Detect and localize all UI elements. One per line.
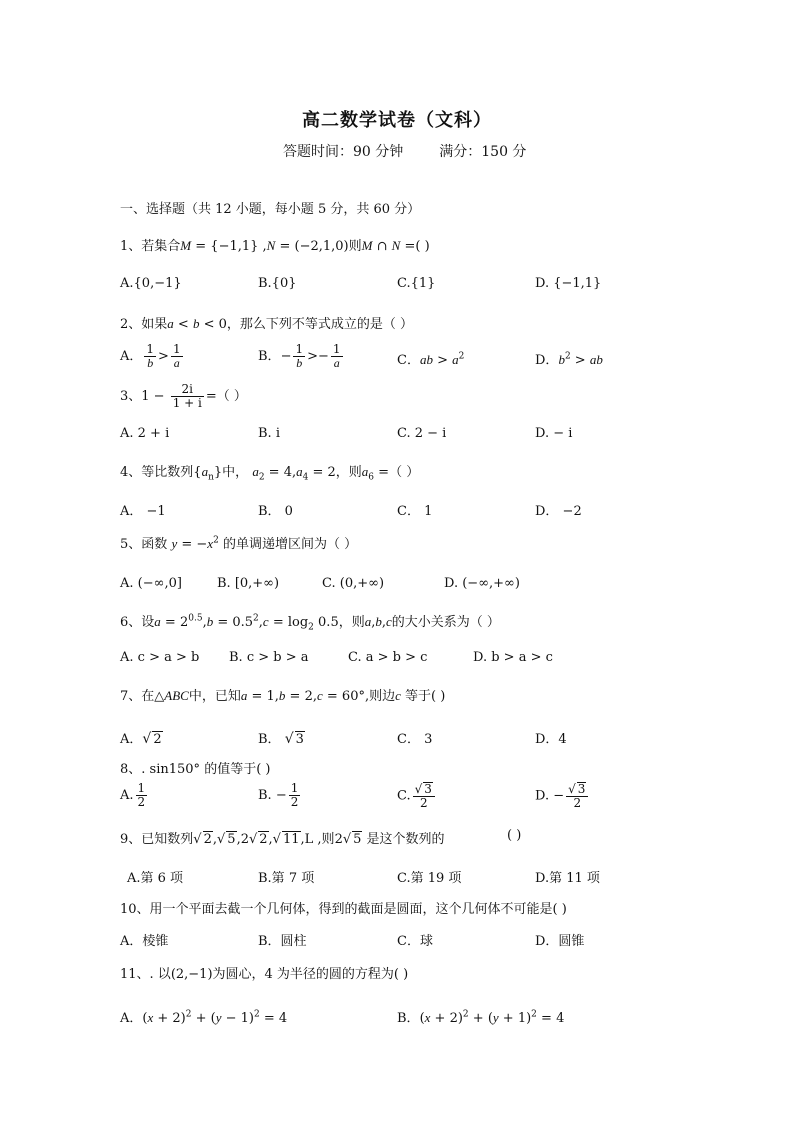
question-10: 10、用一个平面去截一个几何体，得到的截面是圆面，这个几何体不可能是( ) xyxy=(120,902,567,917)
q1-option-d[interactable]: D. {−1,1} xyxy=(535,276,602,291)
q9-option-b[interactable]: B.第 7 项 xyxy=(258,871,315,886)
q10-option-c[interactable]: C．球 xyxy=(397,934,433,949)
score-label: 满分：150 分 xyxy=(439,144,527,160)
exam-meta xyxy=(283,141,526,161)
question-11: 11、. 以(2,−1)为圆心，4 为半径的圆的方程为( ) xyxy=(120,967,409,982)
q6-option-a[interactable]: A. c > a > b xyxy=(120,650,200,665)
q10-option-d[interactable]: D．圆锥 xyxy=(535,934,585,949)
q10-option-b[interactable]: B．圆柱 xyxy=(258,934,307,949)
question-2: 2、如果a < b < 0，那么下列不等式成立的是（ ） xyxy=(120,316,414,332)
q1-option-a[interactable]: A.{0,−1} xyxy=(120,276,182,291)
q2-option-d[interactable]: D．$b^2$ > ab xyxy=(535,351,603,368)
q4-option-b[interactable]: B． 0 xyxy=(258,504,293,519)
q8-option-b[interactable]: B. − $\frac{1}{2}$ xyxy=(258,781,299,809)
q8-option-d[interactable]: D. − $\frac{√ 3}{2}$ xyxy=(535,782,590,810)
question-8: 8、. sin150° 的值等于( ) xyxy=(120,762,271,777)
q6-option-d[interactable]: D. b > a > c xyxy=(473,650,553,665)
q1-option-c[interactable]: C.{1} xyxy=(397,276,436,291)
q9-option-c[interactable]: C.第 19 项 xyxy=(397,871,462,886)
q3-option-c[interactable]: C. 2 − i xyxy=(397,426,447,441)
q3-option-b[interactable]: B. i xyxy=(258,426,280,441)
question-7: 7、在△ABC中，已知a = 1,b = 2,c = 60°,则边c 等于( ) xyxy=(120,688,446,704)
q1-option-b[interactable]: B.{0} xyxy=(258,276,297,291)
q5-option-a[interactable]: A. (−∞,0] xyxy=(120,576,182,591)
q7-option-d[interactable]: D．4 xyxy=(535,732,567,747)
q7-option-a[interactable]: A．√ 2 xyxy=(120,731,162,747)
q3-option-a[interactable]: A. 2 + i xyxy=(120,426,170,441)
question-1: 1、若集合M = {−1,1} ,N = (−2,1,0)则M ∩ N =( ) xyxy=(120,238,430,254)
question-6: 6、设$a = 2^{0.5},b = 0.5^2,c = \log_2 0.5$，则a,b,c的大小关系为（ ） xyxy=(120,613,500,633)
q2-option-b[interactable]: B．− $\frac{1}{b}$ >− $\frac{1}{a}$ xyxy=(258,342,341,370)
q5-option-b[interactable]: B. [0,+∞) xyxy=(217,576,280,591)
question-4: 4、等比数列$\{a_n\}$中， $a_2 = 4,a_4 = 2$，则$a_6$ =（ ） xyxy=(120,464,420,483)
time-label: 答题时间：90 分钟 xyxy=(283,144,404,160)
q4-option-d[interactable]: D． −2 xyxy=(535,504,582,519)
q4-option-c[interactable]: C． 1 xyxy=(397,504,433,519)
question-9: 9、已知数列√ 2,√ 5,2√ 2,√ 11,L ,则2√ 5 是这个数列的 xyxy=(120,832,445,847)
q2-option-c[interactable]: C．ab > $a^2$ xyxy=(397,351,465,368)
q7-option-b[interactable]: B． √ 3 xyxy=(258,731,304,747)
q5-option-d[interactable]: D. (−∞,+∞) xyxy=(444,576,520,591)
q8-option-c[interactable]: C. $\frac{√ 3}{2}$ xyxy=(397,782,437,810)
q5-option-c[interactable]: C. (0,+∞) xyxy=(322,576,385,591)
q2-option-a[interactable]: A． $\frac{1}{b}$ > $\frac{1}{a}$ xyxy=(120,342,181,370)
q11-option-a[interactable]: A．$(x + 2)^2 + (y - 1)^2 = 4$ xyxy=(120,1009,288,1026)
q11-option-b[interactable]: B．$(x + 2)^2 + (y + 1)^2 = 4$ xyxy=(397,1009,565,1026)
page-title: 高二数学试卷（文科） xyxy=(302,110,492,131)
q9-option-d[interactable]: D.第 11 项 xyxy=(535,871,600,886)
q4-option-a[interactable]: A． −1 xyxy=(120,504,166,519)
q9-answer-paren: ( ) xyxy=(507,828,522,843)
q3-option-d[interactable]: D. − i xyxy=(535,426,573,441)
q9-option-a[interactable]: A.第 6 项 xyxy=(127,871,184,886)
question-3: 3、1 − $\frac{2i}{1 + i}$ =（ ） xyxy=(120,382,247,410)
q6-option-c[interactable]: C. a > b > c xyxy=(348,650,428,665)
q7-option-c[interactable]: C． 3 xyxy=(397,732,433,747)
section-heading: 一、选择题（共 12 小题，每小题 5 分，共 60 分） xyxy=(120,202,421,217)
question-5: 5、函数 $y = -x^2$ 的单调递增区间为（ ） xyxy=(120,535,358,552)
q6-option-b[interactable]: B. c > b > a xyxy=(229,650,309,665)
q10-option-a[interactable]: A．棱锥 xyxy=(120,934,169,949)
q8-option-a[interactable]: A. $\frac{1}{2}$ xyxy=(120,781,146,809)
